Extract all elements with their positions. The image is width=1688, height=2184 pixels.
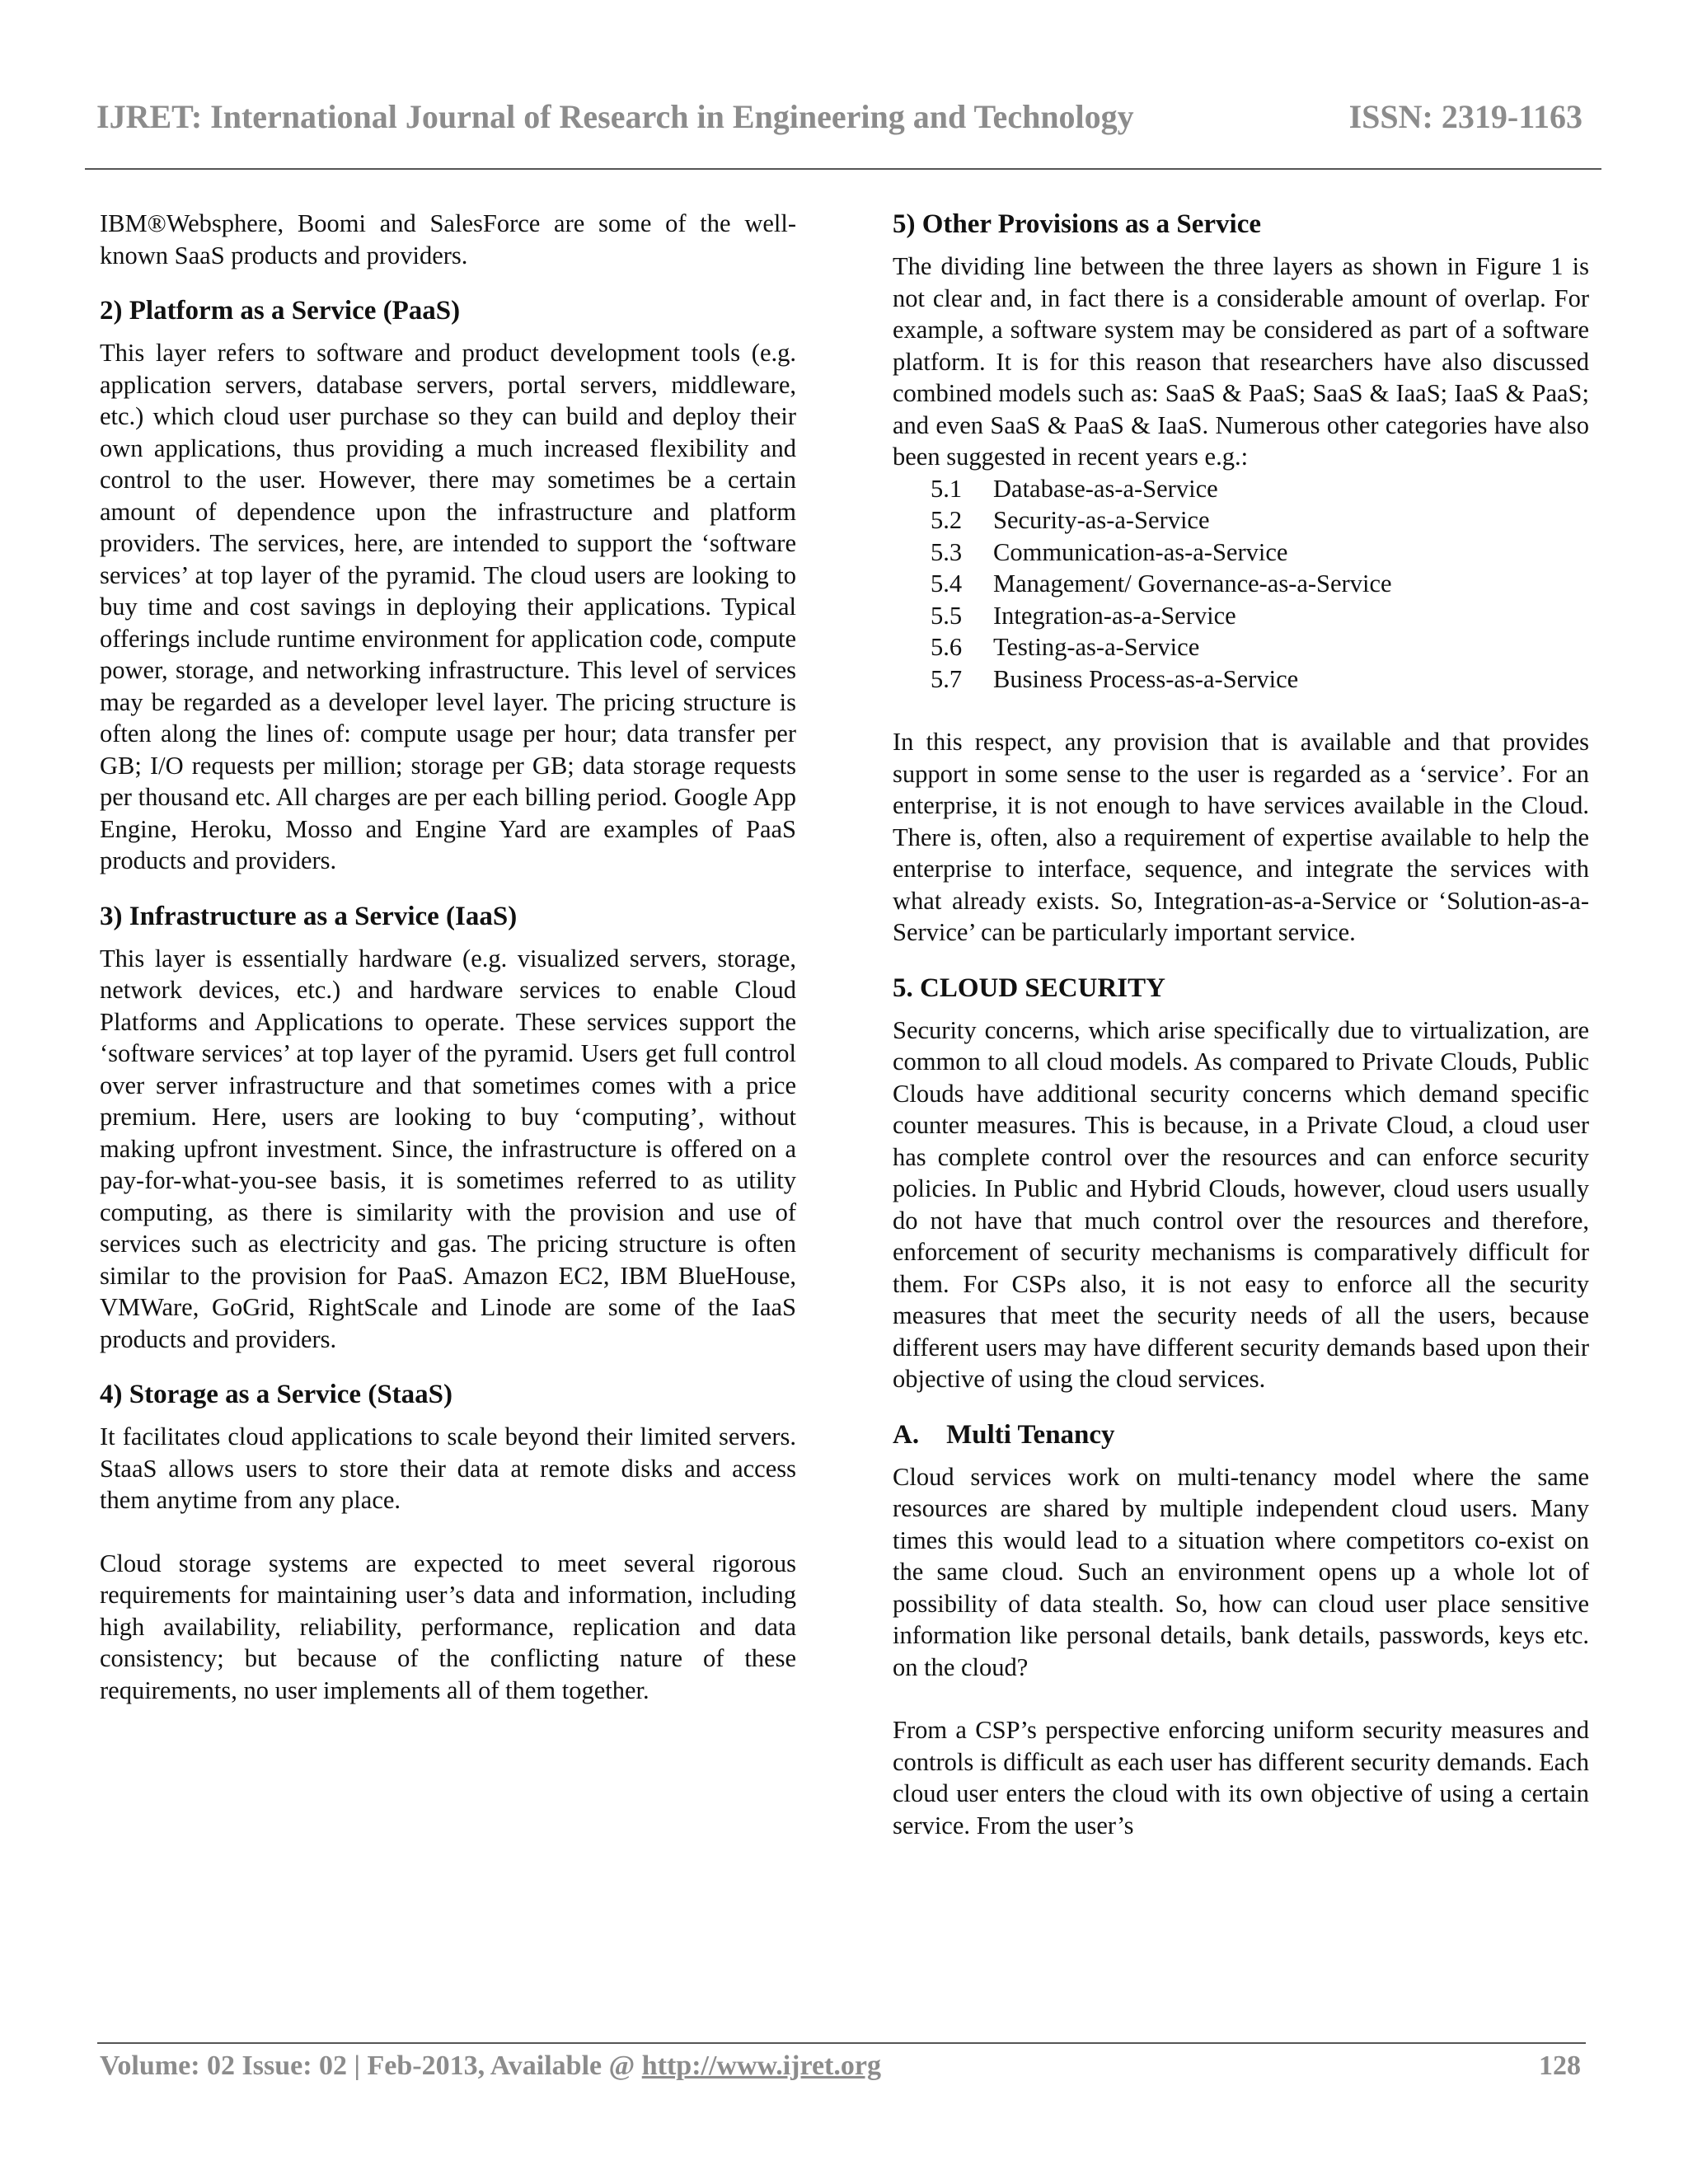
iaas-heading: 3) Infrastructure as a Service (IaaS) (100, 901, 518, 931)
staas-heading: 4) Storage as a Service (StaaS) (100, 1380, 453, 1409)
multi-tenancy-paragraph: Cloud services work on multi-tenancy model where the same resources are shared by multiple independent cloud users. Many times this would lead to a situation where competitors co-exist on the same cloud. Such an environment opens up a whole lot of possibility of data stealth. So, how can cloud user place sensitive information like personal details, bank details, passwords, keys etc. on the cloud? (893, 1462, 1589, 1681)
right-column (893, 208, 1589, 1841)
footer-divider (97, 2042, 1586, 2044)
list-item: 5.6 Testing-as-a-Service (931, 633, 1200, 661)
footer-volume-info (100, 2050, 881, 2082)
saas-intro-paragraph: IBM®Websphere, Boomi and SalesForce are some of the well-known SaaS products and providers. (100, 209, 796, 269)
paas-heading: 2) Platform as a Service (PaaS) (100, 296, 461, 326)
journal-title: IJRET: International Journal of Research in Engineering and Technology (96, 98, 1134, 135)
multi-tenancy-heading: A. Multi Tenancy (893, 1419, 1115, 1450)
list-item: 5.4 Management/ Governance-as-a-Service (931, 569, 1392, 598)
iaas-paragraph: This layer is essentially hardware (e.g. visualized servers, storage, network devices, etc.) and hardware services to enable Cloud Platforms and Applications to operate. These services support the ‘software services’ at top layer of the pyramid. Users get full control over server infrastructure and that sometimes comes with a price premium. Here, users are looking to buy ‘computing’, without making upfront investment. Since, the infrastructure is offered on a pay-for-what-you-see basis, it is sometimes referred to as utility computing, as there is similarity with the provision and use of services such as electricity and gas. The pricing structure is often similar to the provision for PaaS. Amazon EC2, IBM BlueHouse, VMWare, GoGrid, RightScale and Linode are some of the IaaS products and providers. (100, 944, 796, 1353)
service-respect-paragraph: In this respect, any provision that is available and that provides support in some sense to the user is regarded as a ‘service’. For an enterprise, it is not enough to have services available in the Cloud. There is, often, also a requirement of expertise available to help the enterprise to interface, sequence, and integrate the services with what already exists. So, Integration-as-a-Service or ‘Solution-as-a-Service’ can be particularly important service. (893, 728, 1589, 946)
list-item: 5.5 Integration-as-a-Service (931, 601, 1236, 630)
page-number: 128 (1539, 2050, 1581, 2081)
list-item: 5.3 Communication-as-a-Service (931, 537, 1288, 566)
list-item: 5.2 Security-as-a-Service (931, 506, 1210, 534)
other-provisions-heading: 5) Other Provisions as a Service (893, 209, 1261, 239)
footer-volume-text: Volume: 02 Issue: 02 | Feb-2013, Available @ (100, 2050, 642, 2081)
list-item: 5.7 Business Process-as-a-Service (931, 664, 1299, 693)
staas-paragraph: It facilitates cloud applications to scale beyond their limited servers. StaaS allows users to store their data at remote disks and access them anytime from any place. (100, 1422, 796, 1514)
service-categories-list (893, 473, 1589, 696)
list-item: 5.1 Database-as-a-Service (931, 474, 1218, 503)
paas-paragraph: This layer refers to software and product development tools (e.g. application servers, database servers, portal servers, middleware, etc.) which cloud user purchase so they can build and deploy their own applications, thus providing a much increased flexibility and control to the user. However, there may sometimes be a certain amount of dependence upon the infrastructure and platform providers. The services, here, are intended to support the ‘software services’ at top layer of the pyramid. The cloud users are looking to buy time and cost savings in deploying their applications. Typical offerings include runtime environment for application code, compute power, storage, and networking infrastructure. This level of services may be regarded as a developer level layer. The pricing structure is often along the lines of: compute usage per hour; data transfer per GB; I/O requests per million; storage per GB; data storage requests per thousand etc. All charges are per each billing period. Google App Engine, Heroku, Mosso and Engine Yard are examples of PaaS products and providers. (100, 339, 796, 874)
csp-perspective-paragraph: From a CSP’s perspective enforcing uniform security measures and controls is difficult as each user has different security demands. Each cloud user enters the cloud with its own objective of using a certain service. From the user’s (893, 1716, 1589, 1840)
journal-url-link[interactable]: http://www.ijret.org (641, 2050, 881, 2081)
issn: ISSN: 2319-1163 (1348, 98, 1582, 135)
cloud-storage-paragraph: Cloud storage systems are expected to meet several rigorous requirements for maintaining user’s data and information, including high availability, reliability, performance, replication and data consistency; but because of the conflicting nature of these requirements, no user implements all of them together. (100, 1549, 796, 1704)
left-column (100, 208, 796, 1706)
header-divider (85, 168, 1601, 170)
cloud-security-paragraph: Security concerns, which arise specifically due to virtualization, are common to all cloud models. As compared to Private Clouds, Public Clouds have additional security concerns which demand specific counter measures. This is because, in a Private Cloud, a cloud user has complete control over the resources and can enforce security policies. In Public and Hybrid Clouds, however, cloud users usually do not have that much control over the resources and therefore, enforcement of security mechanisms is comparatively difficult for them. For CSPs also, it is not easy to enforce all the security measures that meet the security needs of all the users, because different users may have different security demands based upon their objective of using the cloud services. (893, 1015, 1589, 1393)
other-provisions-paragraph: The dividing line between the three layers as shown in Figure 1 is not clear and, in fact there is a considerable amount of overlap. For example, a software system may be considered as part of a software platform. It is for this reason that researchers have also discussed combined models such as: SaaS & PaaS; SaaS & IaaS; IaaS & PaaS; and even SaaS & PaaS & IaaS. Numerous other categories have also been suggested in recent years e.g.: (893, 252, 1589, 471)
cloud-security-heading: 5. CLOUD SECURITY (893, 972, 1165, 1003)
